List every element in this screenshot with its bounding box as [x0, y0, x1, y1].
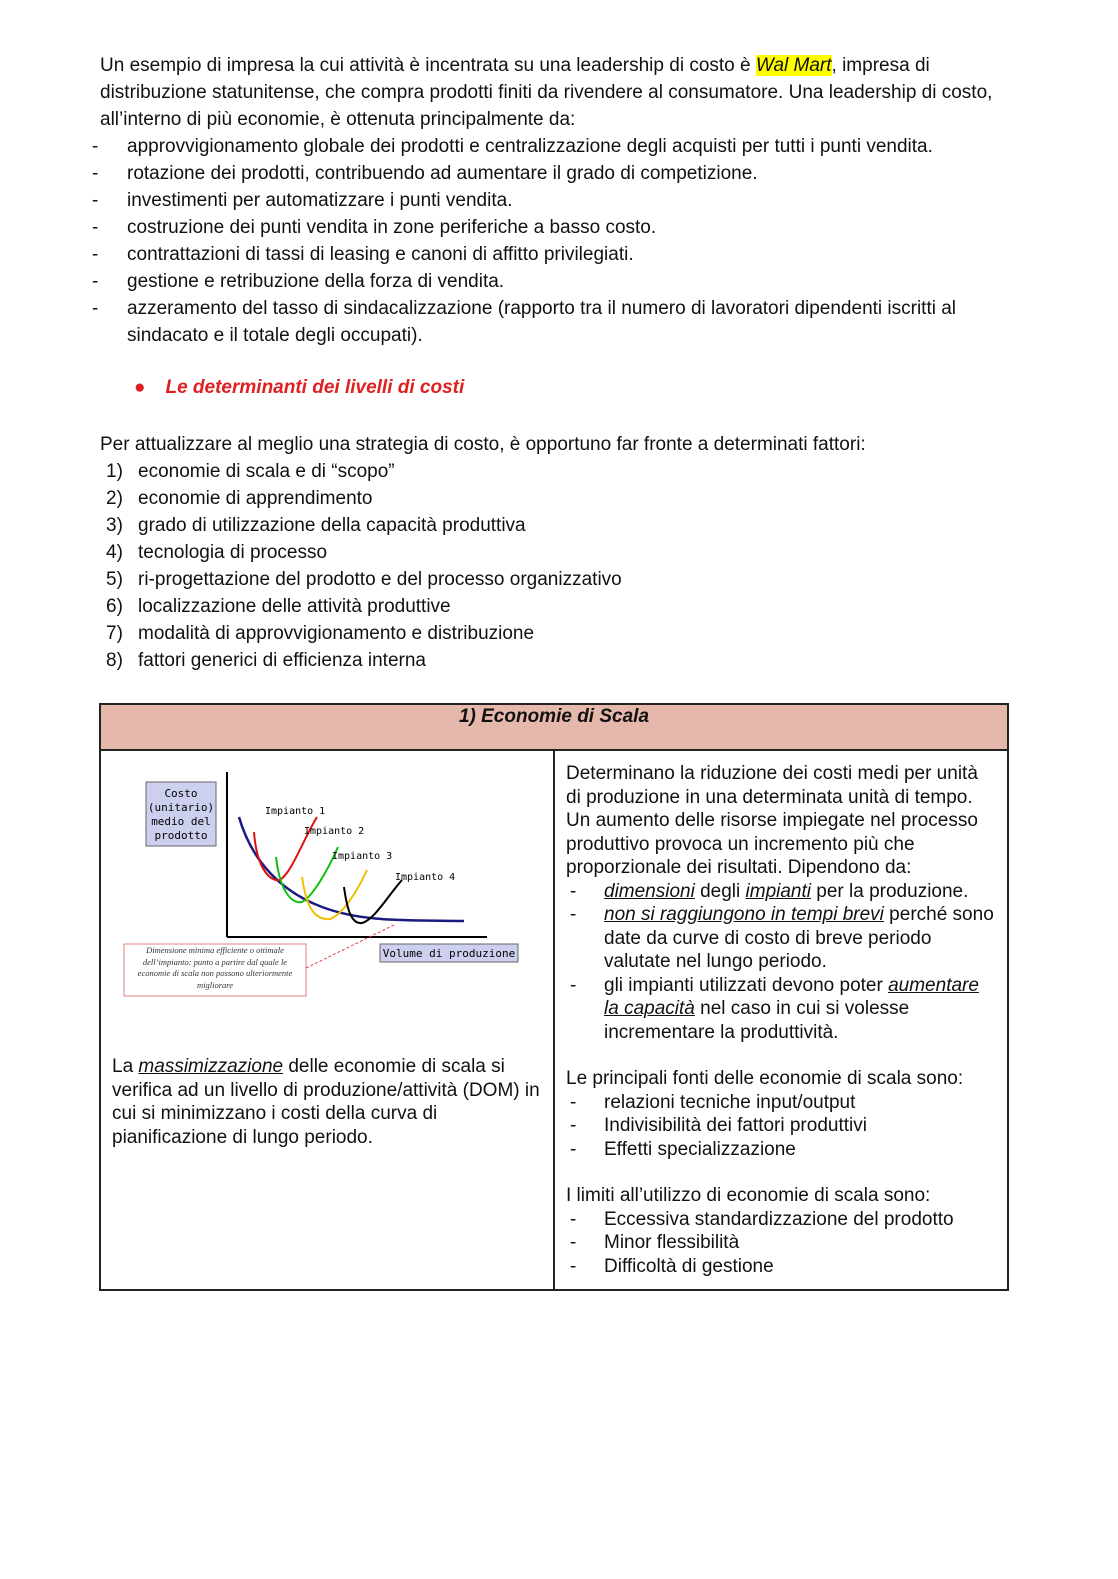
right-text	[556, 752, 1006, 1288]
section-heading	[134, 377, 464, 399]
bullet-item: - azzeramento del tasso di sindacalizzazione (rapporto tra il numero di lavoratori dipendenti iscritti al sindacato e il totale degli occupati).	[92, 298, 957, 346]
limits-list	[566, 1208, 996, 1279]
bullet-item: - investimenti per automatizzare i punti vendita.	[92, 190, 513, 211]
factor-item: 4) tecnologia di processo	[106, 542, 328, 563]
bullet-item: - contrattazioni di tassi di leasing e canoni di affitto privilegiati.	[92, 244, 634, 265]
bullet-item: - approvvigionamento globale dei prodotti e centralizzazione degli acquisti per tutti i punti vendita.	[92, 136, 933, 157]
limit-item: - Minor flessibilità	[570, 1232, 740, 1253]
scale-economies-diagram	[112, 772, 532, 1027]
left-text: La massimizzazione delle economie di scala si verifica ad un livello di produzione/attività (DOM) in cui si minimizzano i costi della curva di pianificazione di lungo periodo.	[112, 1056, 540, 1148]
bullet-dot-icon: ●	[134, 377, 146, 398]
source-item: - Indivisibilità dei fattori produttivi	[570, 1115, 867, 1136]
factors-section	[100, 431, 1010, 674]
dependency-item: - gli impianti utilizzati devono poter aumentare la capacità nel caso in cui si volesse incrementare la produttività.	[570, 974, 979, 1043]
factor-item: 8) fattori generici di efficienza interna	[106, 650, 426, 671]
intro-text: Un esempio di impresa la cui attività è incentrata su una leadership di costo è	[100, 55, 756, 76]
factors-intro: Per attualizzare al meglio una strategia di costo, è opportuno far fronte a determinati fattori:	[100, 434, 866, 455]
factor-item: 1) economie di scala e di “scopo”	[106, 461, 395, 482]
sources-intro: Le principali fonti delle economie di scala sono:	[566, 1068, 964, 1089]
factor-item: 7) modalità di approvvigionamento e distribuzione	[106, 623, 535, 644]
left-cell	[100, 750, 554, 1290]
factor-item: 5) ri-progettazione del prodotto e del processo organizzativo	[106, 569, 622, 590]
note-text: Dimensione minima efficiente o ottimale dell’impianto: punto a partire dal quale le economie di scala non possono ulteriormente migliorare	[137, 945, 293, 990]
factor-item: 3) grado di utilizzazione della capacità produttiva	[106, 515, 526, 536]
economie-scala-table	[99, 703, 1009, 1291]
table-title: 1) Economie di Scala	[100, 704, 1008, 750]
highlight-walmart: Wal Mart	[755, 55, 832, 76]
intro-paragraph	[100, 52, 1010, 133]
bullet-item: - gestione e retribuzione della forza di vendita.	[92, 271, 505, 292]
factor-item: 2) economie di apprendimento	[106, 488, 373, 509]
limit-item: - Eccessiva standardizzazione del prodotto	[570, 1208, 954, 1230]
dependency-item: - non si raggiungono in tempi brevi perché sono date da curve di costo di breve periodo valutate nel lungo periodo.	[570, 904, 994, 972]
source-item: - relazioni tecniche input/output	[570, 1091, 856, 1113]
right-cell	[554, 750, 1008, 1290]
factors-list	[100, 458, 1010, 674]
limits-intro: I limiti all’utilizzo di economie di scala sono:	[566, 1185, 931, 1206]
factor-item: 6) localizzazione delle attività produttive	[106, 596, 451, 617]
bullet-list	[92, 133, 1010, 349]
bullet-item: - rotazione dei prodotti, contribuendo ad aumentare il grado di competizione.	[92, 163, 758, 184]
ylabel-text: Costo (unitario) medio del prodotto	[147, 787, 215, 842]
xlabel-text: Volume di produzione	[382, 947, 516, 960]
limit-item: - Difficoltà di gestione	[570, 1255, 774, 1277]
right-intro: Determinano la riduzione dei costi medi per unità di produzione in una determinata unità di tempo. Un aumento delle risorse impiegate nel processo produttivo provoca un incremento più che proporzionale dei risultati. Dipendono da:	[566, 763, 978, 878]
section-heading-text: Le determinanti dei livelli di costi	[165, 377, 465, 398]
intro-text-after: , impresa di distribuzione statunitense, che compra prodotti finiti da rivendere al consumatore. Una leadership di costo, all’interno di più economie, è ottenuta principalmente da:	[100, 55, 993, 130]
source-item: - Effetti specializzazione	[570, 1138, 796, 1160]
dependency-item: - dimensioni degli impianti per la produzione.	[570, 880, 969, 902]
curve-labels: Impianto 1 Impianto 2 Impianto 3Impianto 4	[265, 806, 456, 883]
intro-section	[92, 52, 1010, 349]
bullet-item: - costruzione dei punti vendita in zone periferiche a basso costo.	[92, 217, 657, 238]
sources-list	[566, 1091, 996, 1162]
